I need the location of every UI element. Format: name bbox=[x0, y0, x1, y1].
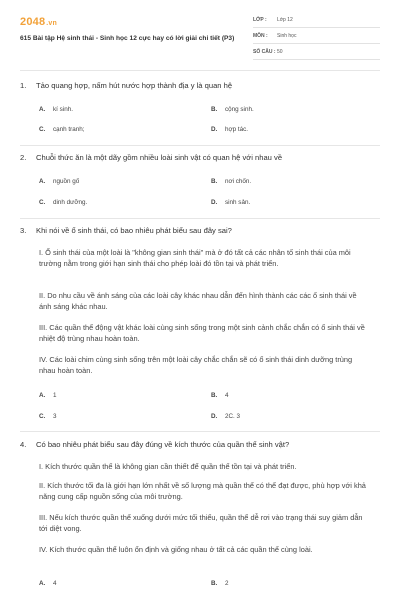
option-text: kí sinh. bbox=[53, 106, 73, 113]
option-letter: A. bbox=[39, 178, 46, 185]
meta-subject bbox=[253, 30, 380, 44]
option-text: 2C. 3 bbox=[225, 413, 241, 420]
question-text: Tảo quang hợp, nấm hút nước hợp thành địa y là quan hệ bbox=[36, 81, 233, 90]
option-letter: B. bbox=[211, 580, 218, 587]
meta-label: MÔN : bbox=[253, 33, 268, 39]
option-text: nguồn gố bbox=[53, 178, 80, 185]
document-header bbox=[20, 14, 380, 66]
meta-grade bbox=[253, 14, 380, 28]
option-text: cạnh tranh; bbox=[53, 126, 85, 133]
meta-value: 50 bbox=[277, 49, 283, 55]
option-a[interactable] bbox=[39, 178, 79, 185]
question-3 bbox=[20, 226, 384, 236]
option-letter: C. bbox=[39, 199, 46, 206]
option-letter: A. bbox=[39, 392, 46, 399]
meta-label: SỐ CÂU : bbox=[253, 49, 276, 55]
statement-2: II. Do nhu cầu về ánh sáng của các loài cây khác nhau dẫn đến hình thành các các ổ sinh thái về ánh sáng khác nhau. bbox=[39, 291, 357, 311]
statement-1: I. Ổ sinh thái của một loài là "không gian sinh thái" mà ở đó tất cả các nhân tố sinh thái của môi trường nằm trong giới hạn sinh thái cho phép loài đó tồn tại và phát triển. bbox=[39, 248, 351, 268]
option-c[interactable] bbox=[39, 413, 57, 420]
option-text: 3 bbox=[53, 413, 57, 420]
option-d[interactable] bbox=[211, 413, 240, 420]
option-c[interactable] bbox=[39, 126, 85, 133]
option-c[interactable] bbox=[39, 199, 87, 206]
meta-value: Lớp 12 bbox=[277, 17, 293, 23]
option-text: 4 bbox=[225, 392, 229, 399]
statement-1: I. Kích thước quần thể là không gian cần thiết để quần thể tồn tại và phát triển. bbox=[39, 462, 297, 471]
option-b[interactable] bbox=[211, 178, 251, 185]
option-letter: C. bbox=[39, 413, 46, 420]
document-meta bbox=[253, 14, 380, 62]
option-text: nơi chốn. bbox=[225, 178, 252, 185]
divider bbox=[20, 145, 380, 146]
option-b[interactable] bbox=[211, 580, 229, 587]
meta-label: LỚP : bbox=[253, 17, 267, 23]
option-b[interactable] bbox=[211, 392, 229, 399]
option-text: hợp tác. bbox=[225, 126, 249, 133]
option-text: 2 bbox=[225, 580, 229, 587]
statement-4: IV. Kích thước quần thể luôn ổn định và giống nhau ở tất cả các quần thể cùng loài. bbox=[39, 545, 313, 554]
divider bbox=[20, 218, 380, 219]
option-d[interactable] bbox=[211, 199, 250, 206]
question-stem bbox=[20, 440, 384, 450]
option-text: 1 bbox=[53, 392, 57, 399]
statement-3: III. Nếu kích thước quần thể xuống dưới mức tối thiểu, quần thể dễ rơi vào trạng thái suy giảm dẫn tới diệt vong. bbox=[39, 513, 363, 533]
site-logo[interactable] bbox=[20, 16, 57, 28]
question-text: Có bao nhiêu phát biểu sau đây đúng về kích thước của quần thể sinh vật? bbox=[36, 440, 290, 449]
question-number: 1. bbox=[20, 81, 27, 90]
question-2 bbox=[20, 153, 384, 163]
question-text: Chuỗi thức ăn là một dãy gồm nhiều loài sinh vật có quan hệ với nhau về bbox=[36, 153, 283, 162]
question-number: 2. bbox=[20, 153, 27, 162]
question-stem bbox=[20, 153, 384, 163]
question-text: Khi nói về ổ sinh thái, có bao nhiêu phát biểu sau đây sai? bbox=[36, 226, 232, 235]
option-letter: D. bbox=[211, 126, 218, 133]
meta-value: Sinh học bbox=[277, 33, 297, 39]
option-a[interactable] bbox=[39, 580, 57, 587]
option-b[interactable] bbox=[211, 106, 254, 113]
question-4 bbox=[20, 440, 384, 450]
option-letter: A. bbox=[39, 106, 46, 113]
option-letter: D. bbox=[211, 413, 218, 420]
logo-suffix: .vn bbox=[46, 20, 57, 27]
option-letter: A. bbox=[39, 580, 46, 587]
statement-2: II. Kích thước tối đa là giới hạn lớn nhất về số lượng mà quần thể có thể đạt được, phù hợp với khả năng cung cấp nguồn sống của môi trường. bbox=[39, 481, 366, 501]
question-number: 3. bbox=[20, 226, 27, 235]
divider bbox=[20, 431, 380, 432]
question-1 bbox=[20, 81, 384, 91]
document-title: 615 Bài tập Hệ sinh thái - Sinh học 12 cực hay có lời giải chi tiết (P3) bbox=[20, 35, 235, 42]
option-text: 4 bbox=[53, 580, 57, 587]
option-a[interactable] bbox=[39, 392, 57, 399]
question-number: 4. bbox=[20, 440, 27, 449]
question-stem bbox=[20, 81, 384, 91]
option-letter: C. bbox=[39, 126, 46, 133]
logo-text: 2048 bbox=[20, 16, 46, 28]
option-text: cộng sinh. bbox=[225, 106, 254, 113]
divider bbox=[20, 70, 380, 71]
option-d[interactable] bbox=[211, 126, 248, 133]
statement-4: IV. Các loài chim cùng sinh sống trên một loài cây chắc chắn sẽ có ổ sinh thái dinh dưỡng trùng nhau hoàn toàn. bbox=[39, 355, 353, 375]
option-text: sinh sản. bbox=[225, 199, 251, 206]
option-letter: D. bbox=[211, 199, 218, 206]
question-stem bbox=[20, 226, 384, 236]
option-text: dinh dưỡng. bbox=[53, 199, 88, 206]
statement-3: III. Các quần thể động vật khác loài cùng sinh sống trong một sinh cảnh chắc chắn có ổ sinh thái về nhiệt độ trùng nhau hoàn toàn. bbox=[39, 323, 365, 343]
option-letter: B. bbox=[211, 106, 218, 113]
option-letter: B. bbox=[211, 178, 218, 185]
option-a[interactable] bbox=[39, 106, 73, 113]
meta-question-count bbox=[253, 46, 380, 60]
option-letter: B. bbox=[211, 392, 218, 399]
